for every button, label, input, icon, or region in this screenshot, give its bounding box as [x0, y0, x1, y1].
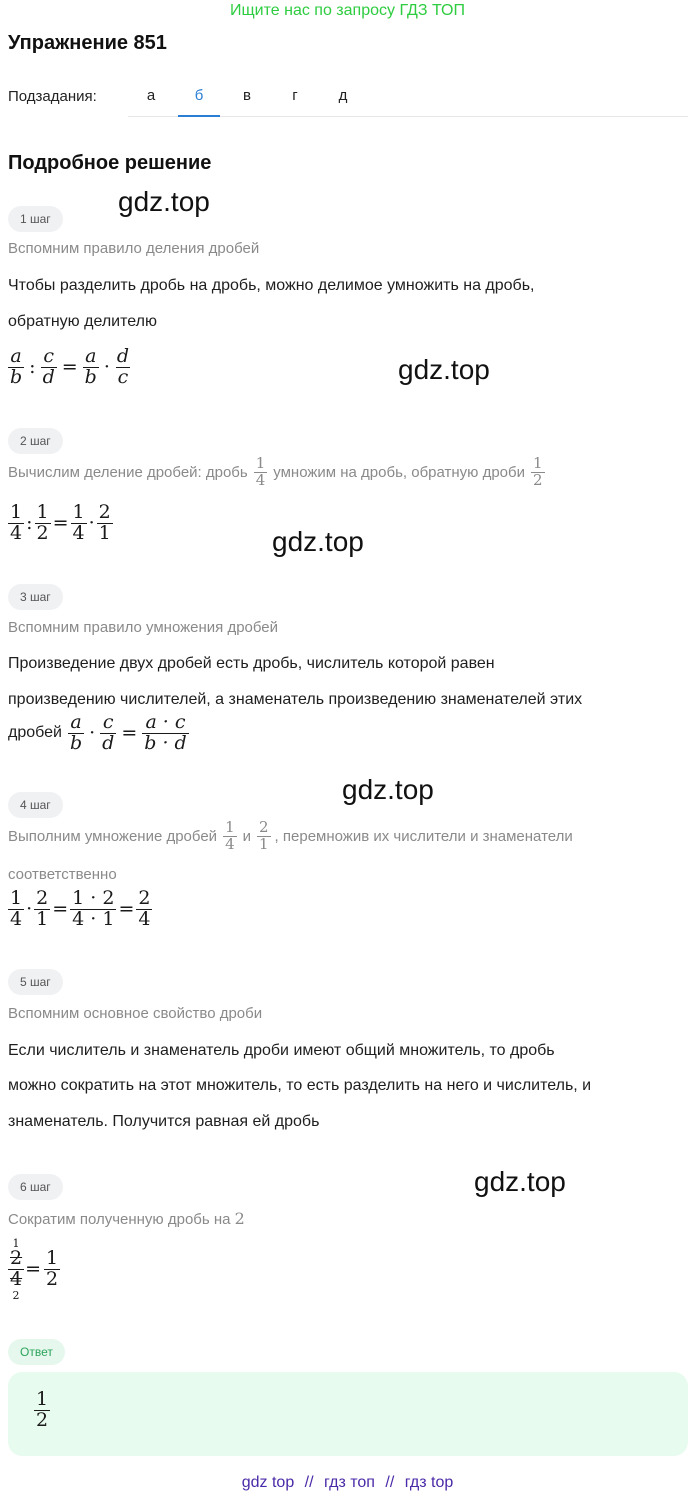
step-text: знаменатель. Получится равная ей дробь — [8, 1113, 320, 1130]
formula-division-rule: $\frac{a}{b}$ : $\frac{c}{d}$ = $\frac{a}{b}$ · $\frac{d}{c}$ — [10, 345, 130, 388]
search-banner: Ищите нас по запросу ГДЗ ТОП — [230, 2, 465, 19]
formula-step6: 1 $\frac{2}{4}$ 2 = $\frac{1}{2}$ — [10, 1237, 59, 1302]
watermark: gdz.top — [118, 186, 210, 217]
watermark: gdz.top — [272, 526, 364, 557]
step-badge: 1 шаг — [8, 206, 63, 232]
watermark: gdz.top — [342, 774, 434, 805]
formula-step2: $\frac{1}{4}$ : $\frac{1}{2}$ = $\frac{1}{4}$ · $\frac{2}{1}$ — [10, 501, 111, 544]
step-hint: соответственно — [8, 866, 117, 883]
footer-link[interactable]: гдз топ — [324, 1474, 375, 1491]
step-badge: 2 шаг — [8, 428, 63, 454]
page-title: Упражнение 851 — [8, 32, 167, 54]
answer-badge: Ответ — [8, 1339, 65, 1365]
step-hint: Вспомним правило деления дробей — [8, 240, 260, 257]
tab-subtask-g[interactable]: г — [292, 87, 298, 104]
tab-subtask-v[interactable]: в — [243, 87, 251, 104]
step-hint: Вспомним основное свойство дроби — [8, 1005, 263, 1022]
subtasks-label: Подзадания: — [8, 88, 97, 105]
step-badge: 6 шаг — [8, 1174, 63, 1200]
formula-step4: $\frac{1}{4}$ · $\frac{2}{1}$ = $\frac{1 \cdot 2}{4 \cdot 1}$ = $\frac{2}{4}$ — [10, 887, 151, 930]
answer-value: $\frac{1}{2}$ — [36, 1388, 49, 1431]
step-badge: 5 шаг — [8, 969, 63, 995]
subtasks-tabs — [128, 76, 688, 117]
step-hint: Вспомним правило умножения дробей — [8, 619, 279, 636]
step-badge: 3 шаг — [8, 584, 63, 610]
step-text: Если числитель и знаменатель дроби имеют общий множитель, то дробь — [8, 1042, 555, 1059]
step-text: Чтобы разделить дробь на дробь, можно делимое умножить на дробь, — [8, 277, 535, 294]
tab-subtask-d[interactable]: д — [338, 87, 348, 104]
step-hint: Сократим полученную дробь на 2 — [8, 1209, 245, 1228]
step-text: можно сократить на этот множитель, то есть разделить на него и числитель, и — [8, 1077, 592, 1094]
step-text: произведению числителей, а знаменатель произведению знаменателей этих — [8, 691, 583, 708]
watermark: gdz.top — [398, 354, 490, 385]
step-text-formula: дробей $\frac{a}{b}$ · $\frac{c}{d}$ = $\frac{a \cdot c}{b \cdot d}$ — [8, 711, 187, 754]
step-hint: Вычислим деление дробей: дробь $\frac{1}{4}$ умножим на дробь, обратную дроби $\frac{1}{2}$ — [8, 454, 543, 489]
tab-subtask-a[interactable]: а — [146, 87, 156, 104]
watermark: gdz.top — [474, 1166, 566, 1197]
step-text: Произведение двух дробей есть дробь, числитель которой равен — [8, 655, 495, 672]
answer-box — [8, 1372, 688, 1456]
tab-subtask-b[interactable]: б — [178, 76, 220, 117]
footer-link[interactable]: гдз top — [404, 1474, 454, 1491]
step-badge: 4 шаг — [8, 792, 63, 818]
footer-link[interactable]: gdz top — [241, 1474, 295, 1491]
footer-links: gdz top // гдз топ // гдз top — [241, 1474, 454, 1491]
section-title: Подробное решение — [8, 152, 212, 174]
step-text: обратную делителю — [8, 313, 157, 330]
step-hint: Выполним умножение дробей $\frac{1}{4}$ и $\frac{2}{1}$ , перемножив их числители и знаменатели — [8, 818, 573, 853]
